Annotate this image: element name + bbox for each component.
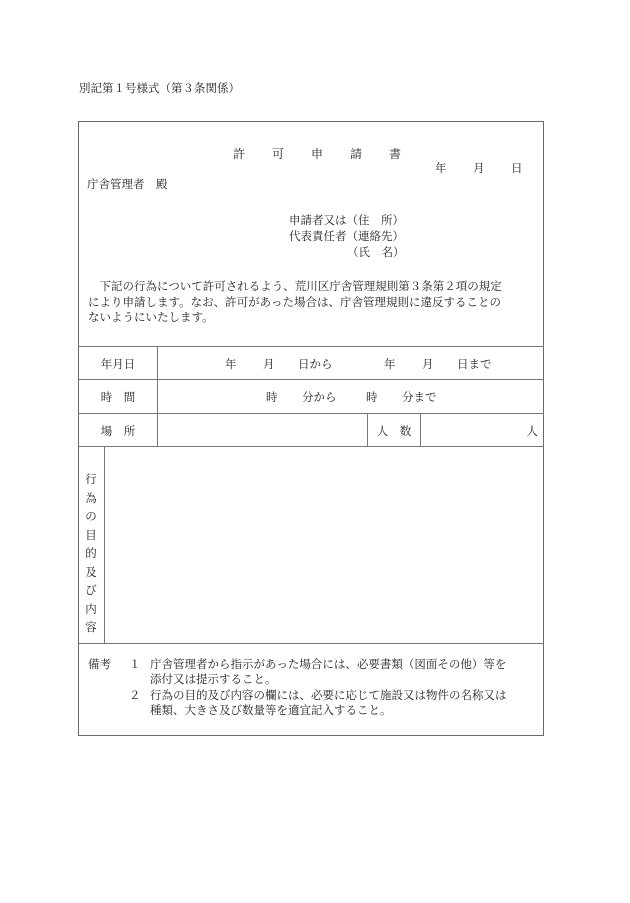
statement-line: ないようにいたします。 [88,310,214,324]
name-label: （氏 名） [347,245,405,259]
date-year-label: 年 [435,161,447,175]
headcount-unit: 人 [526,424,538,438]
representative-label: 代表責任者 [289,229,347,243]
date-row-label: 年月日 [100,357,136,371]
purpose-label-char: び [85,583,97,597]
purpose-label-char: 為 [85,490,97,505]
title-char: 可 [272,147,285,161]
remark-text: 庁舎管理者から指示があった場合には、必要書類（図面その他）等を [150,657,507,671]
remark-text: 種類、大きさ及び数量等を適宜記入すること。 [150,703,392,717]
from-minute-label: 分から [302,390,337,404]
headcount-label: 人 数 [376,424,412,438]
form-number-label: 別記第１号様式（第３条関係） [79,81,240,95]
remark-text: 添付又は提示すること。 [150,672,277,686]
date-day-label: 日 [511,161,523,175]
applicant-address-row[interactable] [289,213,404,228]
title-char: 書 [389,147,402,161]
place-field[interactable] [158,414,367,446]
purpose-label-char: 容 [85,620,97,634]
to-minute-label: 分まで [402,390,437,404]
addressee: 庁舎管理者 殿 [87,177,168,191]
application-statement [88,279,502,326]
applicant-role-label: 申請者又は [289,213,347,227]
contact-label: （連絡先） [346,229,404,243]
remark-number: １ [129,657,141,671]
to-year-label: 年 [384,357,396,371]
table-divider [78,643,544,644]
time-row-label: 時 間 [100,390,136,404]
title-char: 申 [311,147,324,161]
purpose-label-char: 内 [85,601,97,616]
remark-text: 行為の目的及び内容の欄には、必要に応じて施設又は物件の名称又は [150,688,507,702]
date-month-label: 月 [473,161,485,175]
statement-line: により申請します。なお、許可があった場合は、庁舎管理規則に違反することの [88,294,501,309]
statement-line: 下記の行為について許可されるよう、荒川区庁舎管理規則第３条第２項の規定 [88,279,502,293]
purpose-label-char: 及 [85,564,97,579]
to-day-label: 日まで [457,357,492,371]
date-range-field[interactable] [158,347,544,379]
form-title [233,145,428,162]
purpose-label-char: 行 [85,472,97,486]
purpose-label-char: 的 [85,546,97,560]
title-char: 請 [350,147,363,161]
title-char: 許 [233,147,246,161]
purpose-label-char: の [85,509,97,523]
place-row-label: 場 所 [100,424,136,438]
application-date[interactable] [435,160,549,176]
purpose-label [84,470,98,637]
from-hour-label: 時 [266,390,278,404]
address-label: （住 所） [346,213,404,227]
applicant-name-row[interactable] [347,245,405,260]
to-hour-label: 時 [366,390,378,404]
purpose-content-field[interactable] [105,447,544,643]
from-year-label: 年 [225,357,237,371]
purpose-label-char: 目 [85,527,97,542]
from-day-label: 日から [298,357,333,371]
time-range-field[interactable] [158,380,544,413]
remark-number: ２ [129,688,141,702]
remarks-label: 備考 [88,657,111,671]
headcount-field[interactable] [421,414,544,446]
applicant-contact-row[interactable] [289,229,404,244]
to-month-label: 月 [422,357,434,371]
from-month-label: 月 [263,357,275,371]
